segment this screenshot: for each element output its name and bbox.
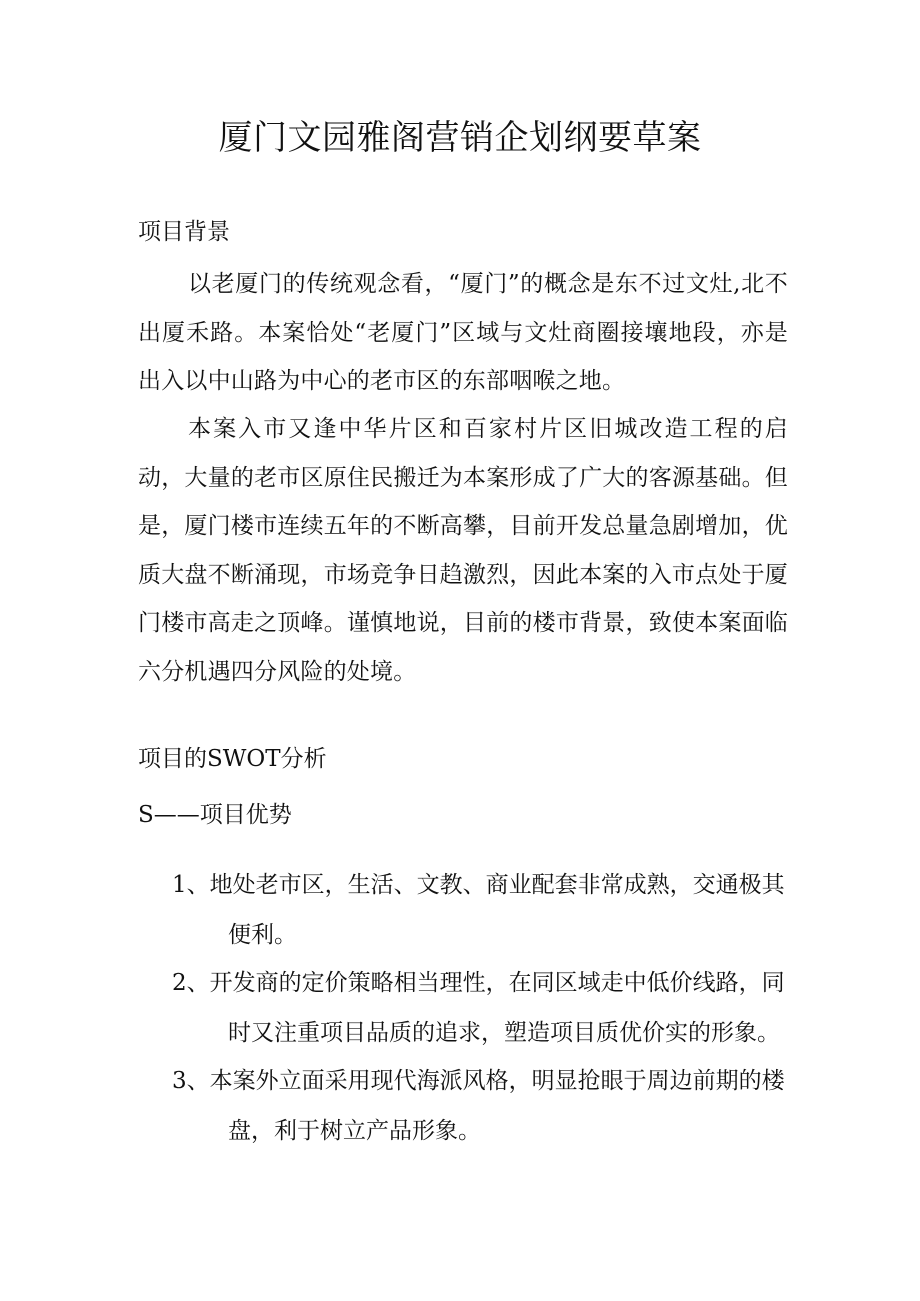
paragraph-1: 以老厦门的传统观念看，“厦门”的概念是东不过文灶,北不出厦禾路。本案恰处“老厦门”区域与文灶商圈接壤地段，亦是出入以中山路为中心的老市区的东部咽喉之地。 [138,271,788,394]
list-item-number: 3、 [172,1068,210,1094]
list-item-text: 开发商的定价策略相当理性，在同区域走中低价线路，同 [209,970,785,996]
paragraph-2: 本案入市又逢中华片区和百家村片区旧城改造工程的启动，大量的老市区原住民搬迁为本案形成了广大的客源基础。但是，厦门楼市连续五年的不断高攀，目前开发总量急剧增加，优质大盘不断涌现，市场竞争日趋激烈，因此本案的入市点处于厦门楼市高走之顶峰。谨慎地说，目前的楼市背景，致使本案面临六分机遇四分风险的处境。 [138,416,788,685]
document-title: 厦门文园雅阁营销企划纲要草案 [218,118,702,158]
list-item-continuation: 盘，利于树立产品形象。 [228,1118,481,1144]
list-item-text: 本案外立面采用现代海派风格，明显抢眼于周边前期的楼 [209,1068,785,1094]
list-item-continuation: 时又注重项目品质的追求，塑造项目质优价实的形象。 [228,1020,780,1046]
list-item [172,860,792,960]
subheading-strengths: S——项目优势 [138,802,292,828]
list-item-number: 2、 [172,970,210,996]
list-item [172,958,792,1058]
list-item-text: 地处老市区，生活、文教、商业配套非常成熟，交通极其 [209,872,785,898]
list-item-continuation: 便利。 [228,922,297,948]
list-item [172,1056,792,1156]
list-item-number: 1、 [172,872,210,898]
section-heading-swot: 项目的SWOT分析 [138,746,327,772]
section-heading-background: 项目背景 [138,219,230,245]
